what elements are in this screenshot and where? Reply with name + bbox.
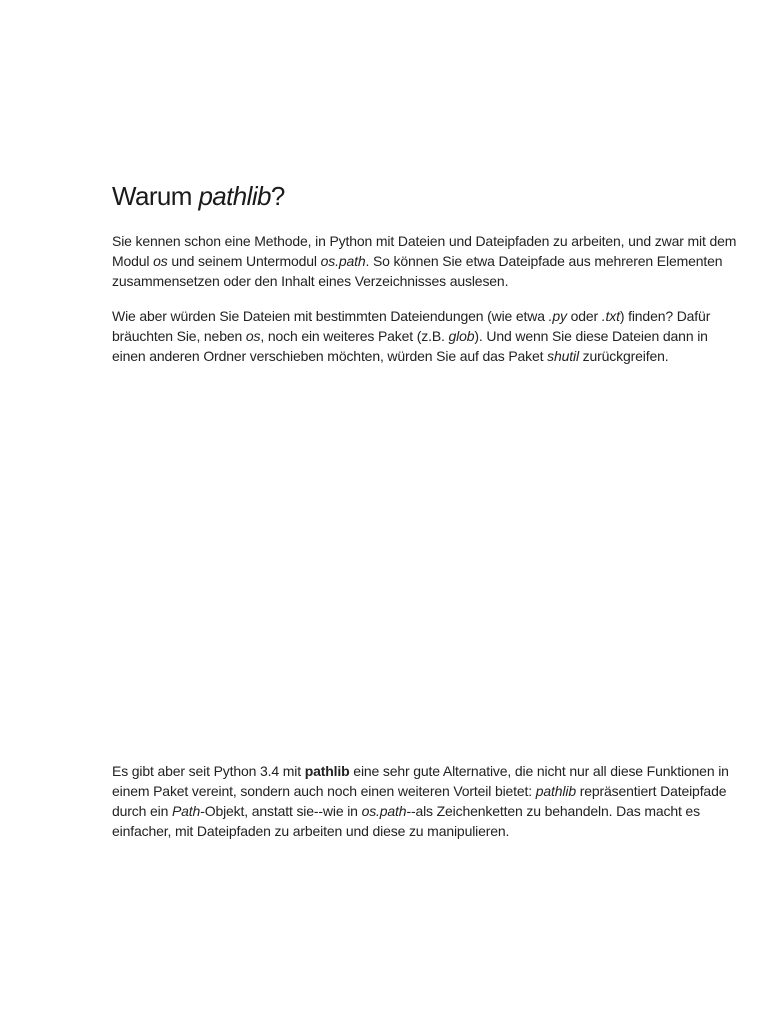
code-term-os-path: os.path	[320, 253, 366, 269]
text-run: ). Und wenn Sie diese Dateien dann in einen anderen Ordner verschieben möchten, würden Sie auf das Paket	[112, 328, 708, 364]
text-run: --als Zeichenketten zu behandeln. Das macht es einfacher, mit Dateipfaden zu arbeiten und diese zu manipulieren.	[112, 803, 700, 839]
text-run: repräsentiert Dateipfade durch ein	[112, 783, 727, 819]
code-term-os: os	[245, 328, 261, 344]
text-run: Es gibt aber seit Python 3.4 mit	[112, 763, 305, 779]
paragraph-os-module	[112, 231, 740, 291]
text-run: Wie aber würden Sie Dateien mit bestimmten Dateiendungen (wie etwa	[112, 308, 549, 324]
code-term-glob: glob	[448, 328, 475, 344]
text-run: . So können Sie etwa Dateipfade aus mehreren Elementen zusammensetzen oder den Inhalt eines Verzeichnisses auslesen.	[112, 253, 723, 289]
code-term-py: .py	[548, 308, 567, 324]
code-term-os-path: os.path	[361, 803, 407, 819]
text-run: ) finden? Dafür bräuchten Sie, neben	[112, 308, 711, 344]
text-run: , noch ein weiteres Paket (z.B.	[260, 328, 449, 344]
heading-question-mark: ?	[270, 181, 285, 211]
text-run: -Objekt, anstatt sie--wie in	[200, 803, 362, 819]
text-run: eine sehr gute Alternative, die nicht nur all diese Funktionen in einem Paket vereint, sondern auch noch einen weiteren Vorteil bietet:	[112, 763, 729, 799]
text-run: Sie kennen schon eine Methode, in Python mit Dateien und Dateipfaden zu arbeiten, und zwar mit dem Modul	[112, 233, 737, 269]
text-run: und seinem Untermodul	[167, 253, 321, 269]
bold-term-pathlib: pathlib	[304, 763, 350, 779]
code-term-os: os	[153, 253, 168, 269]
code-term-path: Path	[171, 803, 201, 819]
code-term-shutil: shutil	[547, 348, 579, 364]
text-run: oder	[566, 308, 602, 324]
code-term-pathlib: pathlib	[535, 783, 576, 799]
paragraph-file-extensions	[112, 306, 740, 366]
text-run: zurückgreifen.	[578, 348, 669, 364]
code-term-txt: .txt	[601, 308, 620, 324]
heading-text: Warum	[112, 181, 199, 211]
paragraph-pathlib-alternative	[112, 761, 740, 841]
section-heading	[112, 178, 285, 214]
heading-pathlib-term: pathlib	[198, 181, 271, 211]
